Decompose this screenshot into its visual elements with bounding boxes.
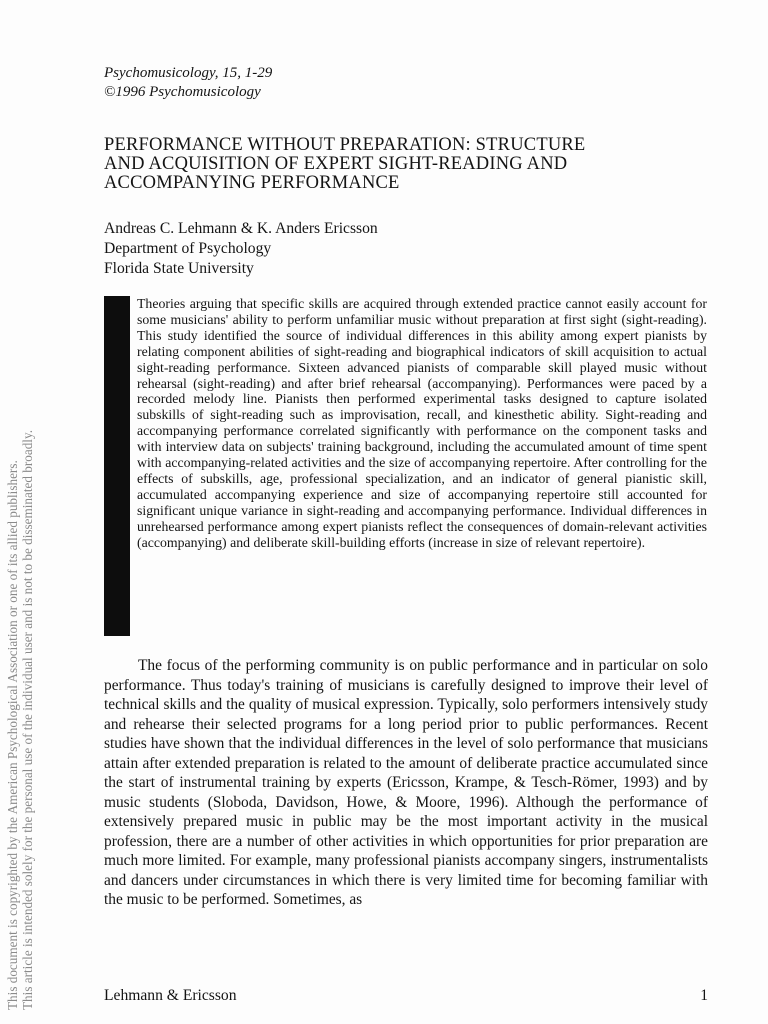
copyright-notice-line-2: This article is intended solely for the personal use of the individual user and is not to be disseminated broadly. <box>20 430 35 1010</box>
abstract-sidebar-bar <box>104 296 130 636</box>
journal-header <box>104 64 272 102</box>
body-paragraph: The focus of the performing community is on public performance and in particular on solo performance. Thus today's training of musicians is carefully designed to improve their level of technical skills and the quality of musical expression. Typically, solo performers intensively study and rehearse their selected programs for a long period prior to public performances. Recent studies have shown that the individual differences in the level of solo performance that musicians attain after extended preparation is related to the amount of deliberate practice accumulated since the start of instrumental training by experts (Ericsson, Krampe, & Tesch-Römer, 1993) and by music students (Sloboda, Davidson, Howe, & Moore, 1996). Although the performance of extensively prepared music in public may be the most important activity in the musical profession, there are a number of other activities in which opportunities for prior preparation are much more limited. For example, many professional pianists accompany singers, instrumentalists and dancers under circumstances in which there is very limited time for becoming familiar with the music to be performed. Sometimes, as <box>104 657 708 908</box>
copyright-sidebar <box>0 0 56 1024</box>
paper-title <box>104 136 724 193</box>
author-names: Andreas C. Lehmann & K. Anders Ericsson <box>104 220 378 237</box>
copyright-notice-line-1: This document is copyrighted by the American Psychological Association or one of its allied publishers. <box>5 460 20 1010</box>
footer-authors: Lehmann & Ericsson <box>104 987 237 1004</box>
author-department: Department of Psychology <box>104 240 272 257</box>
journal-citation: Psychomusicology, 15, 1-29 <box>104 65 273 81</box>
title-line-2: AND ACQUISITION OF EXPERT SIGHT-READING AND <box>104 154 568 174</box>
page-number: 1 <box>700 987 708 1004</box>
journal-copyright: ©1996 Psychomusicology <box>104 84 261 100</box>
title-line-1: PERFORMANCE WITHOUT PREPARATION: STRUCTURE <box>104 135 586 155</box>
author-university: Florida State University <box>104 260 254 277</box>
title-line-3: ACCOMPANYING PERFORMANCE <box>104 173 400 193</box>
author-block <box>104 219 378 279</box>
abstract-text: Theories arguing that specific skills are acquired through extended practice cannot easily account for some musicians' ability to perform unfamiliar music without preparation at first sight (sight-reading). This study identified the source of individual differences in this ability among expert pianists by relating component abilities of sight-reading and biographical indicators of skill acquisition to actual sight-reading performance. Sixteen advanced pianists of comparable skill played music without rehearsal (sight-reading) and after brief rehearsal (accompanying). Performances were paced by a recorded melody line. Pianists then performed experimental tasks designed to capture isolated subskills of sight-reading such as improvisation, recall, and kinesthetic ability. Sight-reading and accompanying performance correlated significantly with performance on the component tasks and with interview data on subjects' training background, including the accumulated amount of time spent with accompanying-related activities and the size of accompanying repertoire. After controlling for the effects of subskills, age, professional specialization, and an indicator of general pianistic skill, accumulated accompanying experience and size of accompanying repertoire still accounted for significant unique variance in sight-reading and accompanying performance. Individual differences in unrehearsed performance among expert pianists reflect the consequences of domain-relevant activities (accompanying) and deliberate skill-building efforts (increase in size of relevant repertoire). <box>137 296 707 550</box>
